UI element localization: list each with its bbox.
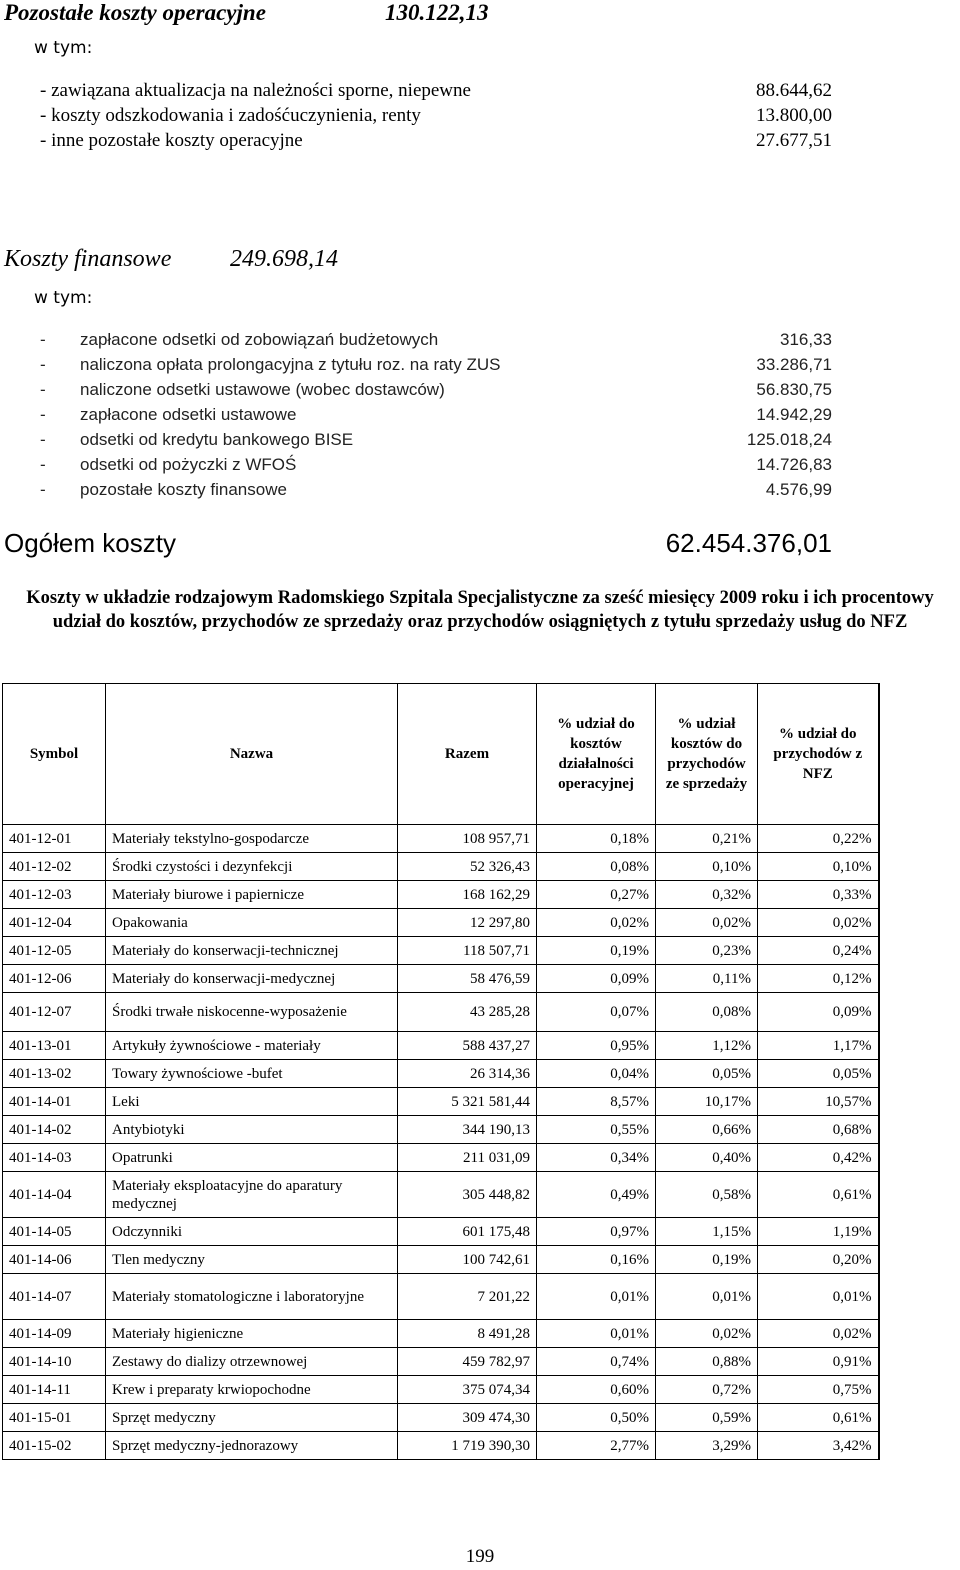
costs-table: [2, 683, 880, 1460]
cell-symbol: 401-14-05: [3, 1218, 106, 1246]
table-row: [3, 1432, 879, 1460]
financial-cost-dash: -: [40, 480, 46, 499]
cell-total: 588 437,27: [398, 1032, 537, 1060]
cell-total: 52 326,43: [398, 853, 537, 881]
financial-cost-value: 14.726,83: [756, 455, 832, 474]
cell-name: Opakowania: [106, 909, 398, 937]
cell-share-operating: 0,02%: [537, 909, 656, 937]
table-row: [3, 1172, 879, 1218]
cell-share-nfz: 0,75%: [758, 1376, 879, 1404]
table-row: [3, 1348, 879, 1376]
cell-share-sales: 0,02%: [656, 909, 758, 937]
cell-share-sales: 0,11%: [656, 965, 758, 993]
cell-share-nfz: 0,10%: [758, 853, 879, 881]
cell-name: Sprzęt medyczny-jednorazowy: [106, 1432, 398, 1460]
other-cost-value: 27.677,51: [756, 130, 832, 151]
cell-symbol: 401-14-07: [3, 1274, 106, 1320]
cell-total: 5 321 581,44: [398, 1088, 537, 1116]
cell-share-nfz: 0,68%: [758, 1116, 879, 1144]
financial-cost-dash: -: [40, 430, 46, 449]
cell-share-nfz: 0,12%: [758, 965, 879, 993]
other-costs-w-tym: w tym:: [34, 38, 93, 58]
cell-share-sales: 0,19%: [656, 1246, 758, 1274]
financial-cost-value: 14.942,29: [756, 405, 832, 424]
cell-share-operating: 0,09%: [537, 965, 656, 993]
cell-name: Tlen medyczny: [106, 1246, 398, 1274]
cell-share-sales: 0,01%: [656, 1274, 758, 1320]
cell-share-nfz: 0,20%: [758, 1246, 879, 1274]
financial-cost-label: odsetki od pożyczki z WFOŚ: [80, 455, 297, 474]
cell-share-sales: 0,02%: [656, 1320, 758, 1348]
table-row: [3, 909, 879, 937]
other-cost-value: 88.644,62: [756, 80, 832, 101]
total-costs-value: 62.454.376,01: [665, 528, 832, 558]
financial-cost-label: odsetki od kredytu bankowego BISE: [80, 430, 354, 449]
cell-name: Środki trwałe niskocenne-wyposażenie: [106, 993, 398, 1032]
cell-total: 7 201,22: [398, 1274, 537, 1320]
header-share-sales-revenue: % udział kosztów do przychodów ze sprzedaży: [656, 684, 758, 825]
cell-total: 601 175,48: [398, 1218, 537, 1246]
financial-cost-dash: -: [40, 355, 46, 374]
cell-share-operating: 0,07%: [537, 993, 656, 1032]
cell-total: 58 476,59: [398, 965, 537, 993]
table-row: [3, 1404, 879, 1432]
table-row: [3, 825, 879, 853]
financial-costs-total: 249.698,14: [230, 246, 338, 272]
cell-name: Materiały tekstylno-gospodarcze: [106, 825, 398, 853]
table-row: [3, 1320, 879, 1348]
cell-share-nfz: 0,05%: [758, 1060, 879, 1088]
cell-share-sales: 0,10%: [656, 853, 758, 881]
cell-symbol: 401-13-01: [3, 1032, 106, 1060]
cell-share-sales: 0,72%: [656, 1376, 758, 1404]
cell-name: Opatrunki: [106, 1144, 398, 1172]
table-row: [3, 1144, 879, 1172]
header-symbol: Symbol: [3, 684, 106, 825]
cell-symbol: 401-14-06: [3, 1246, 106, 1274]
cell-share-nfz: 3,42%: [758, 1432, 879, 1460]
cell-share-nfz: 0,42%: [758, 1144, 879, 1172]
cell-share-sales: 1,15%: [656, 1218, 758, 1246]
cell-name: Antybiotyki: [106, 1116, 398, 1144]
header-share-operating-costs: % udział do kosztów działalności operacyjnej: [537, 684, 656, 825]
cell-total: 168 162,29: [398, 881, 537, 909]
financial-cost-label: pozostałe koszty finansowe: [80, 480, 287, 499]
cell-share-nfz: 0,02%: [758, 909, 879, 937]
cell-share-sales: 3,29%: [656, 1432, 758, 1460]
cell-share-sales: 0,66%: [656, 1116, 758, 1144]
header-share-nfz-revenue: % udział do przychodów z NFZ: [758, 684, 879, 825]
financial-cost-value: 56.830,75: [756, 380, 832, 399]
cell-total: 100 742,61: [398, 1246, 537, 1274]
table-row: [3, 1274, 879, 1320]
cell-total: 8 491,28: [398, 1320, 537, 1348]
cell-share-nfz: 0,33%: [758, 881, 879, 909]
cell-symbol: 401-12-01: [3, 825, 106, 853]
financial-cost-label: zapłacone odsetki ustawowe: [80, 405, 297, 424]
cell-symbol: 401-14-01: [3, 1088, 106, 1116]
cell-name: Materiały do konserwacji-medycznej: [106, 965, 398, 993]
cell-share-operating: 0,01%: [537, 1320, 656, 1348]
cell-symbol: 401-13-02: [3, 1060, 106, 1088]
cell-share-operating: 0,01%: [537, 1274, 656, 1320]
cell-share-operating: 0,74%: [537, 1348, 656, 1376]
table-row: [3, 1088, 879, 1116]
cell-symbol: 401-12-05: [3, 937, 106, 965]
cell-share-sales: 0,40%: [656, 1144, 758, 1172]
cell-share-nfz: 0,01%: [758, 1274, 879, 1320]
cell-share-operating: 0,18%: [537, 825, 656, 853]
cell-total: 309 474,30: [398, 1404, 537, 1432]
cell-share-operating: 0,16%: [537, 1246, 656, 1274]
cell-name: Materiały biurowe i papiernicze: [106, 881, 398, 909]
table-row: [3, 965, 879, 993]
financial-cost-label: naliczone odsetki ustawowe (wobec dostawców): [80, 380, 445, 399]
header-total: Razem: [398, 684, 537, 825]
cell-share-operating: 0,34%: [537, 1144, 656, 1172]
cell-share-nfz: 1,17%: [758, 1032, 879, 1060]
cell-symbol: 401-12-03: [3, 881, 106, 909]
table-row: [3, 1246, 879, 1274]
other-costs-title: Pozostałe koszty operacyjne: [4, 0, 266, 25]
cell-share-operating: 0,60%: [537, 1376, 656, 1404]
cell-share-sales: 1,12%: [656, 1032, 758, 1060]
cell-name: Materiały eksploatacyjne do aparatury medycznej: [106, 1172, 398, 1218]
cell-name: Leki: [106, 1088, 398, 1116]
cell-name: Środki czystości i dezynfekcji: [106, 853, 398, 881]
cell-share-operating: 0,50%: [537, 1404, 656, 1432]
cell-name: Towary żywnościowe -bufet: [106, 1060, 398, 1088]
cell-share-operating: 0,19%: [537, 937, 656, 965]
other-costs-total: 130.122,13: [385, 0, 489, 25]
financial-cost-value: 33.286,71: [756, 355, 832, 374]
other-cost-label: - zawiązana aktualizacja na należności sporne, niepewne: [40, 80, 471, 101]
financial-costs-w-tym: w tym:: [34, 288, 93, 308]
financial-cost-value: 125.018,24: [746, 430, 832, 449]
other-cost-label: - inne pozostałe koszty operacyjne: [40, 130, 303, 151]
cell-total: 459 782,97: [398, 1348, 537, 1376]
table-row: [3, 881, 879, 909]
cell-total: 43 285,28: [398, 993, 537, 1032]
table-row: [3, 1032, 879, 1060]
cell-symbol: 401-14-03: [3, 1144, 106, 1172]
financial-cost-label: naliczona opłata prolongacyjna z tytułu roz. na raty ZUS: [80, 355, 501, 374]
table-row: [3, 993, 879, 1032]
cell-name: Materiały do konserwacji-technicznej: [106, 937, 398, 965]
cell-symbol: 401-12-02: [3, 853, 106, 881]
cell-total: 26 314,36: [398, 1060, 537, 1088]
cell-symbol: 401-14-02: [3, 1116, 106, 1144]
cell-share-sales: 0,21%: [656, 825, 758, 853]
cell-share-nfz: 0,24%: [758, 937, 879, 965]
cell-share-sales: 0,59%: [656, 1404, 758, 1432]
financial-cost-dash: -: [40, 455, 46, 474]
header-name: Nazwa: [106, 684, 398, 825]
cell-name: Materiały higieniczne: [106, 1320, 398, 1348]
cell-share-operating: 8,57%: [537, 1088, 656, 1116]
cell-share-operating: 0,08%: [537, 853, 656, 881]
other-cost-label: - koszty odszkodowania i zadośćuczynienia, renty: [40, 105, 421, 126]
cell-share-sales: 0,05%: [656, 1060, 758, 1088]
cell-share-nfz: 0,02%: [758, 1320, 879, 1348]
cell-share-nfz: 0,61%: [758, 1172, 879, 1218]
table-header-row: [3, 684, 879, 825]
table-row: [3, 1218, 879, 1246]
cell-symbol: 401-12-07: [3, 993, 106, 1032]
cell-share-sales: 0,23%: [656, 937, 758, 965]
table-row: [3, 1376, 879, 1404]
financial-cost-dash: -: [40, 380, 46, 399]
cell-total: 118 507,71: [398, 937, 537, 965]
table-caption: Koszty w układzie rodzajowym Radomskiego Szpitala Specjalistyczne za sześć miesięcy 2009 roku i ich procentowy udział do kosztów, przychodów ze sprzedaży oraz przychodów osiągniętych z tytułu sprzedaży usług do NFZ: [26, 588, 934, 632]
financial-cost-dash: -: [40, 405, 46, 424]
cell-name: Materiały stomatologiczne i laboratoryjne: [106, 1274, 398, 1320]
cell-share-operating: 0,04%: [537, 1060, 656, 1088]
cell-symbol: 401-12-04: [3, 909, 106, 937]
cell-symbol: 401-12-06: [3, 965, 106, 993]
cell-name: Zestawy do dializy otrzewnowej: [106, 1348, 398, 1376]
cell-total: 211 031,09: [398, 1144, 537, 1172]
cell-total: 305 448,82: [398, 1172, 537, 1218]
financial-cost-label: zapłacone odsetki od zobowiązań budżetowych: [80, 330, 439, 349]
cell-symbol: 401-14-09: [3, 1320, 106, 1348]
cell-share-operating: 0,55%: [537, 1116, 656, 1144]
table-row: [3, 1116, 879, 1144]
cell-share-nfz: 0,22%: [758, 825, 879, 853]
cell-share-nfz: 10,57%: [758, 1088, 879, 1116]
cell-share-operating: 0,95%: [537, 1032, 656, 1060]
cell-total: 344 190,13: [398, 1116, 537, 1144]
cell-name: Sprzęt medyczny: [106, 1404, 398, 1432]
cell-name: Artykuły żywnościowe - materiały: [106, 1032, 398, 1060]
financial-cost-value: 316,33: [780, 330, 832, 349]
cell-share-operating: 0,97%: [537, 1218, 656, 1246]
cell-share-nfz: 0,61%: [758, 1404, 879, 1432]
cell-total: 375 074,34: [398, 1376, 537, 1404]
cell-total: 12 297,80: [398, 909, 537, 937]
cell-total: 1 719 390,30: [398, 1432, 537, 1460]
table-row: [3, 937, 879, 965]
cell-share-sales: 10,17%: [656, 1088, 758, 1116]
cell-share-operating: 0,27%: [537, 881, 656, 909]
financial-costs-title: Koszty finansowe: [4, 246, 172, 272]
cell-symbol: 401-15-02: [3, 1432, 106, 1460]
table-row: [3, 1060, 879, 1088]
cell-total: 108 957,71: [398, 825, 537, 853]
cell-symbol: 401-14-11: [3, 1376, 106, 1404]
financial-cost-value: 4.576,99: [765, 480, 832, 499]
cell-name: Krew i preparaty krwiopochodne: [106, 1376, 398, 1404]
cell-name: Odczynniki: [106, 1218, 398, 1246]
cell-share-nfz: 0,91%: [758, 1348, 879, 1376]
cell-symbol: 401-14-10: [3, 1348, 106, 1376]
cell-share-operating: 2,77%: [537, 1432, 656, 1460]
cell-share-operating: 0,49%: [537, 1172, 656, 1218]
other-cost-value: 13.800,00: [756, 105, 832, 126]
cell-share-nfz: 1,19%: [758, 1218, 879, 1246]
cell-symbol: 401-15-01: [3, 1404, 106, 1432]
cell-share-sales: 0,88%: [656, 1348, 758, 1376]
cell-share-sales: 0,58%: [656, 1172, 758, 1218]
page-number: 199: [465, 1546, 495, 1567]
cell-share-sales: 0,08%: [656, 993, 758, 1032]
table-row: [3, 853, 879, 881]
cell-share-sales: 0,32%: [656, 881, 758, 909]
financial-cost-dash: -: [40, 330, 46, 349]
total-costs-label: Ogółem koszty: [4, 528, 176, 558]
cell-share-nfz: 0,09%: [758, 993, 879, 1032]
cell-symbol: 401-14-04: [3, 1172, 106, 1218]
